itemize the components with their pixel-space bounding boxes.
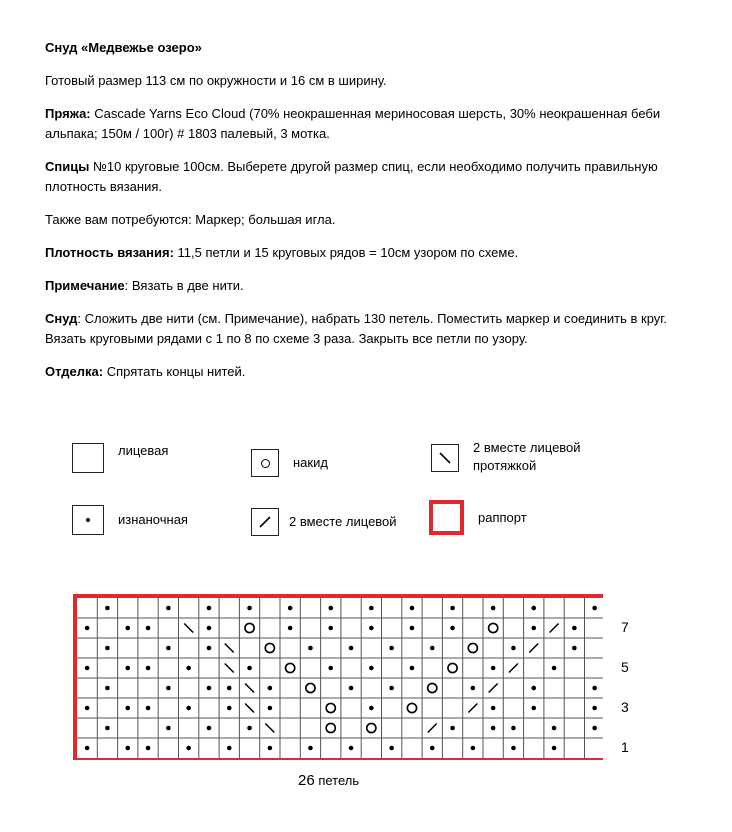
row-1-st-4-purl: [146, 746, 151, 751]
yarn-text: Cascade Yarns Eco Cloud (70% неокрашенная мериносовая шерсть, 30% неокрашенная беби альпака; 150м / 100г) # 1803 палевый, 3 мотка.: [45, 106, 661, 141]
row-5-st-15-purl: [369, 666, 374, 671]
row-5-st-9-purl: [247, 666, 252, 671]
yarn-label: Пряжа:: [45, 106, 91, 121]
row-7-st-17-purl: [410, 626, 415, 631]
row-6-st-2-purl: [105, 646, 110, 651]
row-8-st-26-purl: [592, 606, 597, 611]
row-6-st-20-yarn-over: [468, 643, 477, 652]
row-4-st-14-purl: [349, 686, 354, 691]
ssk-symbol-icon: [431, 444, 459, 472]
row-6-st-16-purl: [389, 646, 394, 651]
row-2-st-18-k2tog: [428, 724, 437, 733]
row-2-st-24-purl: [552, 726, 557, 731]
stitch-chart-grid: [73, 594, 603, 760]
row-7-st-13-purl: [328, 626, 333, 631]
needles-text: №10 круговые 100см. Выберете другой размер спиц, если необходимо получить правильную плотность вязания.: [45, 159, 658, 194]
stitch-chart: [73, 594, 603, 760]
note-paragraph: [45, 276, 695, 296]
row-4-st-20-purl: [471, 686, 476, 691]
row-5-st-17-purl: [410, 666, 415, 671]
row-4-st-9-ssk: [245, 684, 254, 693]
row-7-st-19-purl: [450, 626, 455, 631]
row-3-st-9-ssk: [245, 704, 254, 713]
finishing-paragraph: [45, 362, 695, 382]
purl-symbol-icon: [72, 505, 104, 535]
stitch-count-number: 26: [298, 772, 315, 789]
row-2-st-15-yarn-over: [367, 723, 376, 732]
row-7-st-3-purl: [125, 626, 130, 631]
row-3-st-17-yarn-over: [407, 703, 416, 712]
yarn-over-symbol-icon: [251, 449, 279, 477]
row-label-3: 3: [621, 699, 629, 715]
row-label-5: 5: [621, 659, 629, 675]
row-6-st-23-k2tog: [529, 644, 538, 653]
row-7-st-11-purl: [288, 626, 293, 631]
row-6-st-14-purl: [349, 646, 354, 651]
row-5-st-4-purl: [146, 666, 151, 671]
row-5-st-24-purl: [552, 666, 557, 671]
row-6-st-8-ssk: [225, 644, 234, 653]
row-7-st-21-yarn-over: [489, 623, 498, 632]
row-1-st-8-purl: [227, 746, 232, 751]
row-5-st-21-purl: [491, 666, 496, 671]
row-3-st-23-purl: [531, 706, 536, 711]
row-6-st-18-purl: [430, 646, 435, 651]
row-4-st-5-purl: [166, 686, 171, 691]
row-8-st-21-purl: [491, 606, 496, 611]
legend-ssk-label: 2 вместе лицевой протяжкой: [473, 440, 581, 473]
gauge-label: Плотность вязания:: [45, 245, 174, 260]
snood-text: : Сложить две нити (см. Примечание), набрать 130 петель. Поместить маркер и соединить в круг. Вязать круговыми рядами с 1 по 8 по схеме 3 раза. Закрыть все петли по узору.: [45, 311, 668, 346]
row-6-st-5-purl: [166, 646, 171, 651]
row-1-st-14-purl: [349, 746, 354, 751]
needles-paragraph: [45, 157, 695, 197]
row-5-st-6-purl: [186, 666, 191, 671]
row-2-st-10-ssk: [265, 724, 274, 733]
row-7-st-24-k2tog: [550, 624, 559, 633]
gauge-text: 11,5 петли и 15 круговых рядов = 10см узором по схеме.: [173, 245, 519, 260]
finishing-label: Отделка:: [45, 364, 104, 379]
row-4-st-2-purl: [105, 686, 110, 691]
row-5-st-1-purl: [85, 666, 90, 671]
row-7-st-4-purl: [146, 626, 151, 631]
row-1-st-24-purl: [552, 746, 557, 751]
row-7-st-25-purl: [572, 626, 577, 631]
row-1-st-16-purl: [389, 746, 394, 751]
snood-label: Снуд: [45, 311, 78, 326]
row-3-st-20-k2tog: [468, 704, 477, 713]
row-6-st-25-purl: [572, 646, 577, 651]
row-4-st-16-purl: [389, 686, 394, 691]
row-8-st-17-purl: [410, 606, 415, 611]
row-3-st-15-purl: [369, 706, 374, 711]
gauge-paragraph: [45, 243, 695, 263]
row-2-st-21-purl: [491, 726, 496, 731]
row-6-st-7-purl: [207, 646, 212, 651]
legend-ssk: [431, 439, 613, 475]
row-3-st-4-purl: [146, 706, 151, 711]
row-6-st-10-yarn-over: [265, 643, 274, 652]
row-4-st-21-k2tog: [489, 684, 498, 693]
note-text: : Вязать в две нити.: [124, 278, 244, 293]
row-7-st-15-purl: [369, 626, 374, 631]
legend-knit: [72, 443, 168, 473]
row-4-st-18-yarn-over: [428, 683, 437, 692]
row-2-st-2-purl: [105, 726, 110, 731]
row-8-st-23-purl: [531, 606, 536, 611]
row-3-st-3-purl: [125, 706, 130, 711]
k2tog-symbol-icon: [251, 508, 279, 536]
pattern-text: [45, 38, 695, 395]
legend-k2tog-label: 2 вместе лицевой: [289, 514, 397, 529]
legend-k2tog: [251, 508, 397, 536]
row-3-st-1-purl: [85, 706, 90, 711]
row-3-st-6-purl: [186, 706, 191, 711]
row-4-st-12-yarn-over: [306, 683, 315, 692]
row-1-st-12-purl: [308, 746, 313, 751]
legend-repeat: [429, 500, 527, 535]
row-3-st-21-purl: [491, 706, 496, 711]
row-1-st-20-purl: [471, 746, 476, 751]
row-2-st-7-purl: [207, 726, 212, 731]
notions-text: Также вам потребуются: Маркер; большая игла.: [45, 212, 336, 227]
row-4-st-26-purl: [592, 686, 597, 691]
row-4-st-10-purl: [268, 686, 273, 691]
row-7-st-7-purl: [207, 626, 212, 631]
row-3-st-10-purl: [268, 706, 273, 711]
row-4-st-7-purl: [207, 686, 212, 691]
note-label: Примечание: [45, 278, 125, 293]
row-1-st-6-purl: [186, 746, 191, 751]
snood-paragraph: [45, 309, 695, 349]
row-4-st-23-purl: [531, 686, 536, 691]
document-title: Снуд «Медвежье озеро»: [45, 40, 202, 55]
row-5-st-3-purl: [125, 666, 130, 671]
yarn-paragraph: [45, 104, 695, 144]
row-4-st-8-purl: [227, 686, 232, 691]
row-5-st-22-k2tog: [509, 664, 518, 673]
knit-symbol-icon: [72, 443, 104, 473]
row-label-7: 7: [621, 619, 629, 635]
row-3-st-13-yarn-over: [326, 703, 335, 712]
legend-repeat-label: раппорт: [478, 509, 527, 525]
row-1-st-1-purl: [85, 746, 90, 751]
row-7-st-23-purl: [531, 626, 536, 631]
row-8-st-7-purl: [207, 606, 212, 611]
row-8-st-5-purl: [166, 606, 171, 611]
row-1-st-3-purl: [125, 746, 130, 751]
row-8-st-13-purl: [328, 606, 333, 611]
row-2-st-9-purl: [247, 726, 252, 731]
row-5-st-19-yarn-over: [448, 663, 457, 672]
row-8-st-2-purl: [105, 606, 110, 611]
row-3-st-26-purl: [592, 706, 597, 711]
row-8-st-15-purl: [369, 606, 374, 611]
row-8-st-9-purl: [247, 606, 252, 611]
row-7-st-1-purl: [85, 626, 90, 631]
row-2-st-22-purl: [511, 726, 516, 731]
stitch-count-caption: [298, 772, 359, 789]
row-5-st-8-ssk: [225, 664, 234, 673]
row-3-st-8-purl: [227, 706, 232, 711]
row-label-1: 1: [621, 739, 629, 755]
row-1-st-10-purl: [268, 746, 273, 751]
row-8-st-19-purl: [450, 606, 455, 611]
row-7-st-6-ssk: [184, 624, 193, 633]
legend-yarn-over: [251, 449, 328, 477]
needles-label: Спицы: [45, 159, 90, 174]
legend-yarn-over-label: накид: [293, 455, 328, 470]
row-6-st-12-purl: [308, 646, 313, 651]
row-2-st-13-yarn-over: [326, 723, 335, 732]
row-1-st-22-purl: [511, 746, 516, 751]
row-2-st-5-purl: [166, 726, 171, 731]
finishing-text: Спрятать концы нитей.: [103, 364, 246, 379]
row-5-st-13-purl: [328, 666, 333, 671]
row-2-st-19-purl: [450, 726, 455, 731]
stitch-count-label: петель: [318, 773, 360, 788]
legend-purl-label: изнаночная: [118, 512, 188, 527]
repeat-symbol-icon: [429, 500, 464, 535]
row-5-st-11-yarn-over: [286, 663, 295, 672]
row-8-st-11-purl: [288, 606, 293, 611]
row-7-st-9-yarn-over: [245, 623, 254, 632]
legend-knit-label: лицевая: [118, 443, 169, 458]
size-text: Готовый размер 113 см по окружности и 16 см в ширину.: [45, 73, 387, 88]
row-1-st-18-purl: [430, 746, 435, 751]
row-2-st-26-purl: [592, 726, 597, 731]
row-6-st-22-purl: [511, 646, 516, 651]
legend-purl: [72, 505, 188, 535]
